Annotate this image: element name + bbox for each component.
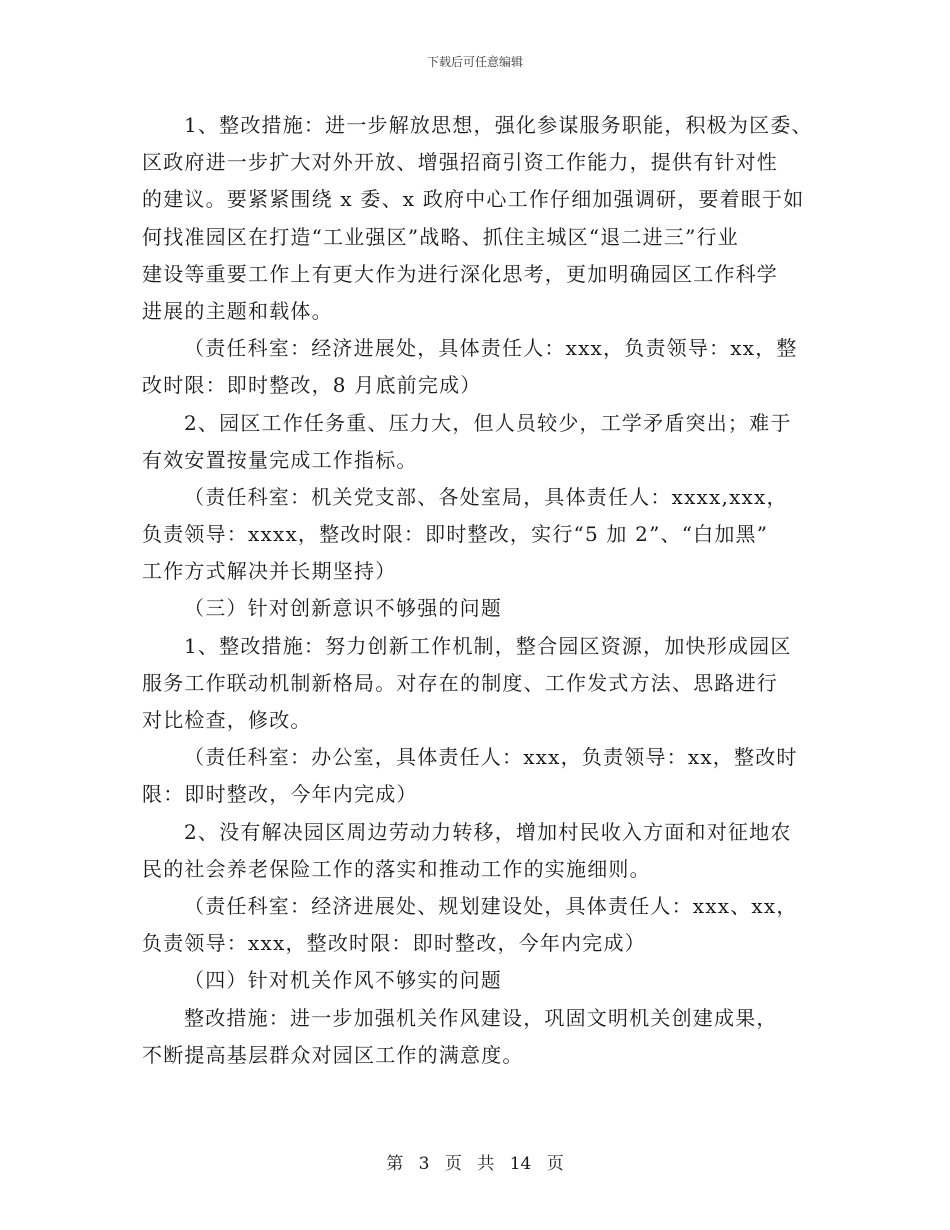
page-header-note: 下载后可任意编辑: [426, 55, 523, 69]
page-number: [0, 1152, 950, 1176]
page-total: 14: [509, 1154, 532, 1174]
text-line: 2、没有解决园区周边劳动力转移，增加村民收入方面和对征地农: [184, 819, 792, 844]
page-label-prefix: 第: [386, 1154, 404, 1174]
text-line: 进展的主题和载体。: [142, 298, 333, 323]
text-line: 整改措施：进一步加强机关作风建设，巩固文明机关创建成果，: [184, 1005, 778, 1030]
page-label-suffix: 页: [546, 1154, 564, 1174]
text-line: 负责领导：xxx，整改时限：即时整改，今年内完成）: [142, 931, 646, 956]
text-line: 改时限：即时整改，8 月底前完成）: [142, 373, 482, 398]
text-line: 有效安置按量完成工作指标。: [142, 447, 418, 472]
text-line: 对比检查，修改。: [142, 708, 312, 732]
text-line: 工作方式解决并长期坚持）: [142, 559, 397, 584]
text-line: 1、整改措施：进一步解放思想，强化参谋服务职能，积极为区委、: [184, 113, 813, 137]
page-label-middle: 页: [444, 1154, 462, 1174]
text-line: 何找准园区在打造“工业强区”战略、抓住主城区“退二进三”行业: [142, 224, 739, 249]
text-line: 2、园区工作任务重、压力大，但人员较少，工学矛盾突出；难于: [184, 410, 792, 435]
text-line: 服务工作联动机制新格局。对存在的制度、工作发式方法、思路进行: [142, 670, 778, 695]
text-line: （责任科室：经济进展处、规划建设处，具体责任人：xxx、xx，: [184, 893, 798, 918]
text-line: 建设等重要工作上有更大作为进行深化思考，更加明确园区工作科学: [142, 261, 778, 286]
text-line: 负责领导：xxxx，整改时限：即时整改，实行“5 加 2”、“白加黑”: [142, 522, 769, 547]
page-total-prefix: 共: [477, 1154, 495, 1174]
text-line: 不断提高基层群众对园区工作的满意度。: [142, 1042, 524, 1067]
text-line: 1、整改措施：努力创新工作机制，整合园区资源，加快形成园区: [184, 633, 792, 658]
text-line: （责任科室：机关党支部、各处室局，具体责任人：xxxx,xxx，: [184, 484, 788, 509]
text-line: 限：即时整改，今年内完成）: [142, 782, 418, 807]
text-line: 民的社会养老保险工作的落实和推动工作的实施细则。: [142, 856, 651, 881]
document-body: [142, 110, 822, 1077]
text-line: 区政府进一步扩大对外开放、增强招商引资工作能力，提供有针对性: [142, 150, 778, 175]
section-heading: （三）针对创新意识不够强的问题: [184, 596, 502, 621]
text-line: （责任科室：办公室，具体责任人：xxx，负责领导：xx，整改时: [184, 745, 798, 770]
section-heading: （四）针对机关作风不够实的问题: [184, 968, 502, 993]
page-current: 3: [418, 1154, 430, 1174]
text-line: 的建议。要紧紧围绕 x 委、x 政府中心工作仔细加强调研，要着眼于如: [142, 187, 805, 212]
text-line: （责任科室：经济进展处，具体责任人：xxx，负责领导：xx，整: [184, 336, 798, 361]
